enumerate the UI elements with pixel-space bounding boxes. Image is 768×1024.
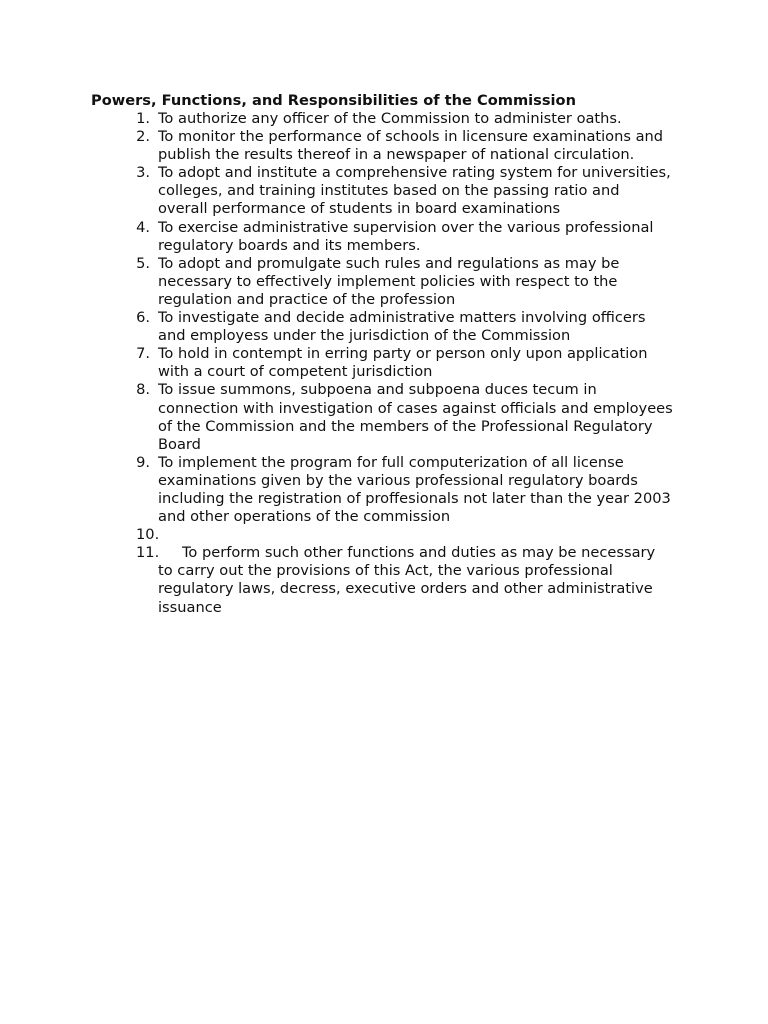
list-item	[0, 381, 768, 453]
list-item-text: To hold in contempt in erring party or person only upon application with a court of competent jurisdiction	[158, 345, 648, 381]
list-item-number: 1.	[136, 110, 150, 127]
list-item-number: 5.	[136, 254, 150, 272]
list-item-text: To authorize any officer of the Commission to administer oaths.	[158, 110, 622, 127]
list-item-text: To perform such other functions and duties as may be necessary to carry out the provisions of this Act, the various professional regulatory laws, decress, executive orders and other administrative issuance	[158, 544, 656, 616]
list-item	[0, 255, 768, 309]
list-item-number: 7.	[136, 345, 150, 363]
list-item-text: To issue summons, subpoena and subpoena duces tecum in connection with investigation of cases against officials and employees of the Commission and the members of the Professional Regulatory Board	[158, 381, 673, 453]
list-item-number: 6.	[136, 309, 150, 327]
list-item	[0, 345, 768, 381]
list-item	[0, 219, 768, 255]
responsibilities-list	[0, 110, 768, 617]
list-item-text: To investigate and decide administrative matters involving officers and employess under the jurisdiction of the Commission	[158, 309, 646, 345]
list-item-text: To monitor the performance of schools in licensure examinations and publish the results thereof in a newspaper of national circulation.	[158, 128, 664, 164]
list-item-number: 10.	[136, 526, 160, 544]
list-item-number: 11.	[136, 544, 160, 562]
list-item	[0, 526, 768, 544]
list-item-text: To adopt and promulgate such rules and regulations as may be necessary to effectively implement policies with respect to the regulation and practice of the profession	[158, 254, 620, 308]
list-item-number: 2.	[136, 128, 150, 146]
document-title: Powers, Functions, and Responsibilities of the Commission	[91, 92, 576, 109]
list-item-text: To implement the program for full computerization of all license examinations given by the various professional regulatory boards including the registration of proffesionals not later than the year 2003 and other operations of the commission	[158, 453, 671, 526]
list-item-number: 4.	[136, 218, 150, 236]
list-item	[0, 544, 768, 616]
list-item	[0, 309, 768, 345]
list-item	[0, 110, 768, 128]
list-item-number: 9.	[136, 453, 150, 471]
list-item-text	[158, 526, 673, 544]
list-item-number: 3.	[136, 164, 150, 182]
list-item	[0, 164, 768, 218]
list-item-text: To exercise administrative supervision over the various professional regulatory boards and its members.	[158, 218, 654, 254]
list-item-text: To adopt and institute a comprehensive rating system for universities, colleges, and training institutes based on the passing ratio and overall performance of students in board examinations	[158, 164, 671, 218]
list-item	[0, 128, 768, 164]
list-item-number: 8.	[136, 381, 150, 399]
list-item	[0, 454, 768, 526]
